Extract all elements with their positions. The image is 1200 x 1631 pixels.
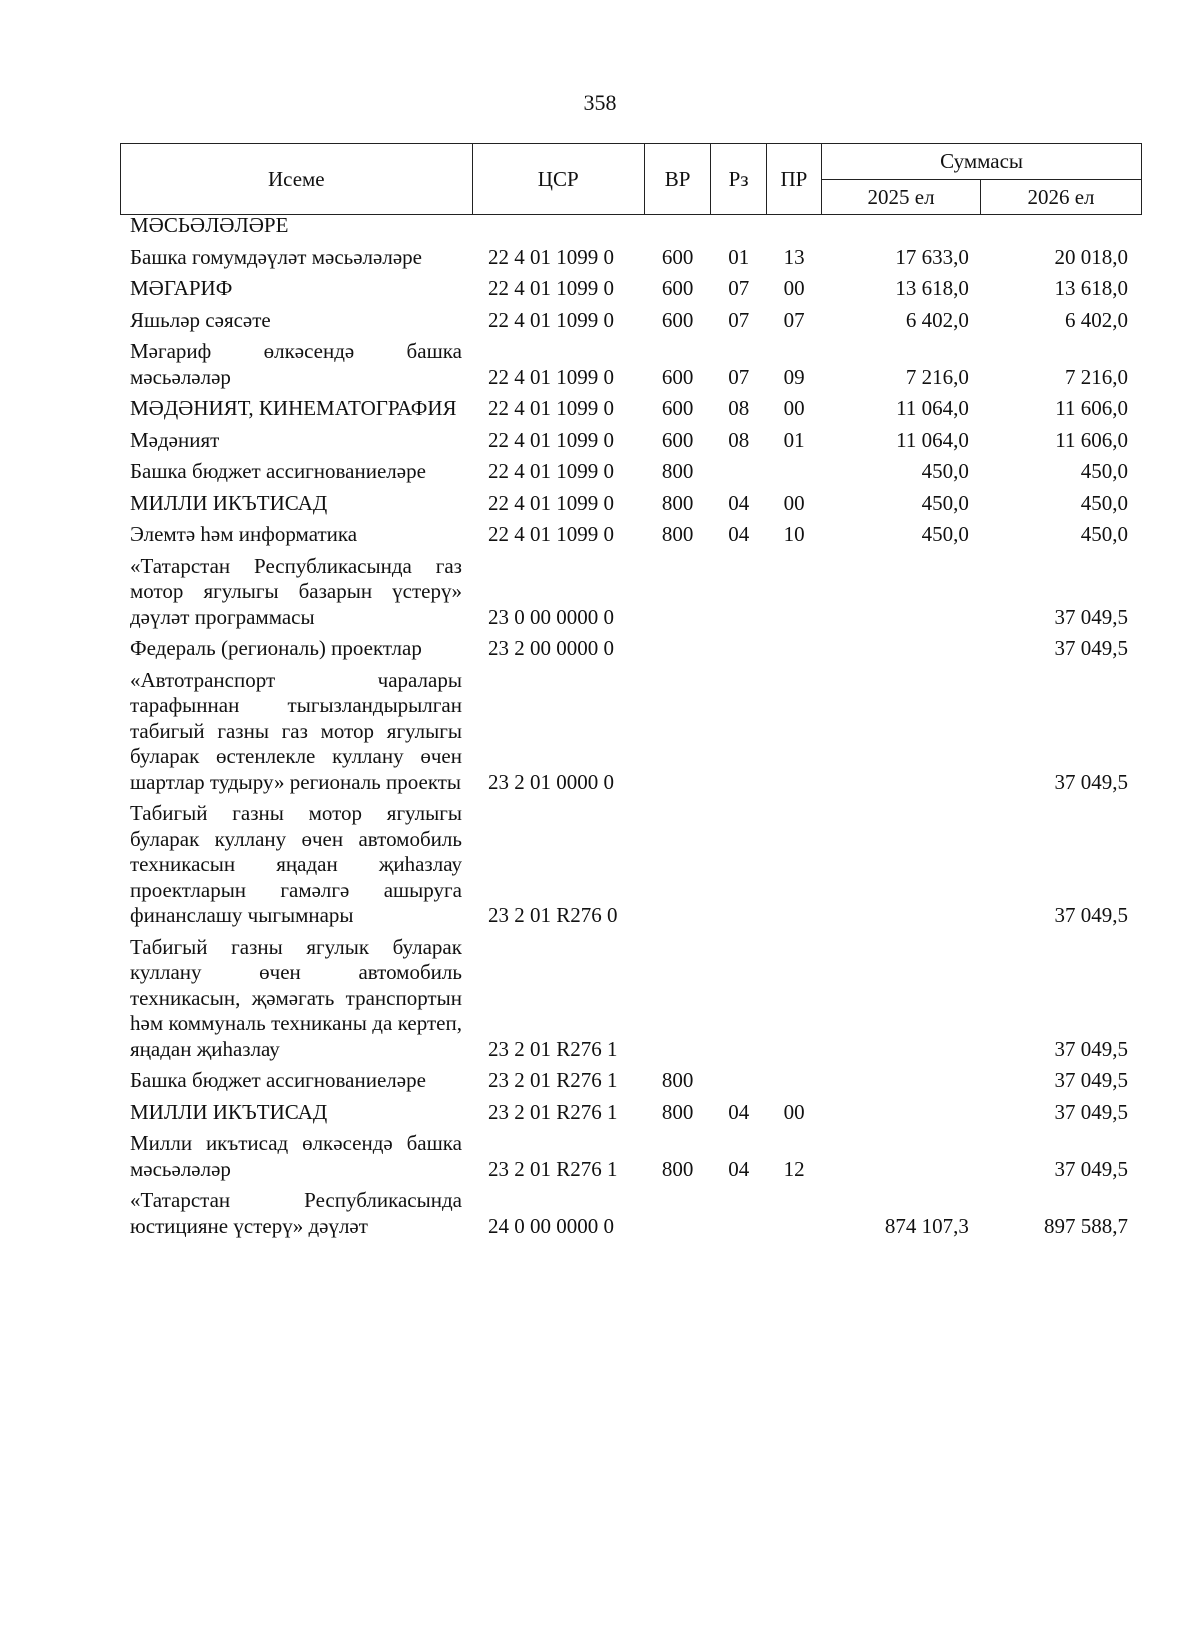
row-name: МИЛЛИ ИКЪТИСАД xyxy=(130,490,328,515)
row-name: Мәдәният xyxy=(130,427,220,452)
row-vr: 800 xyxy=(661,459,694,483)
header-rz: Рз xyxy=(711,144,766,215)
row-sum-2025: 7 216,0 xyxy=(905,364,969,389)
row-pr: 00 xyxy=(783,490,805,515)
row-name: «Татарстан Республикасында газ мотор ягулыгы базарын үстерү» дәүләт программасы xyxy=(130,553,462,629)
row-sum-2025 xyxy=(822,213,981,242)
row-pr xyxy=(766,551,821,634)
row-pr: 01 xyxy=(783,427,805,452)
row-rz: 07 xyxy=(728,364,750,389)
row-vr: 800 xyxy=(661,1099,694,1124)
row-csr: 22 4 01 1099 0 xyxy=(487,244,614,269)
row-pr: 00 xyxy=(783,1099,805,1124)
header-year-2025: 2025 ел xyxy=(822,180,981,215)
row-rz xyxy=(711,633,766,665)
row-vr: 800 xyxy=(661,1156,694,1181)
row-sum-2026 xyxy=(981,213,1142,242)
row-csr: 23 0 00 0000 0 xyxy=(487,604,614,629)
row-name: Табигый газны мотор ягулыгы буларак куллану өчен автомобиль техникасын яңадан җиһазлау проектларын гамәлгә ашыруга финанслашу чыгымнары xyxy=(130,801,462,927)
row-csr: 22 4 01 1099 0 xyxy=(487,490,614,515)
row-csr: 22 4 01 1099 0 xyxy=(487,307,614,332)
row-sum-2025 xyxy=(822,633,981,665)
header-name: Исеме xyxy=(121,144,473,215)
row-name: Табигый газны ягулык буларак куллану өчен автомобиль техникасын, җәмәгать транспортын һәм коммуналь техниканы да кертеп, яңадан җиһазлау xyxy=(130,934,462,1061)
row-vr xyxy=(644,1185,711,1242)
row-sum-2025: 11 064,0 xyxy=(896,427,969,452)
row-sum-2026: 37 049,5 xyxy=(1054,1036,1128,1061)
row-sum-2026: 37 049,5 xyxy=(1054,1099,1128,1124)
row-sum-2025: 450,0 xyxy=(921,490,969,515)
row-name: «Автотранспорт чаралары тарафыннан тыгызландырылган табигый газны газ мотор ягулыгы буларак өстенлекле куллану өчен шартлар тудыру» региональ проекты xyxy=(130,667,462,794)
row-vr: 600 xyxy=(661,427,694,452)
row-sum-2026: 6 402,0 xyxy=(1065,307,1128,332)
row-pr xyxy=(766,932,821,1066)
table-row xyxy=(120,665,1142,799)
table-row xyxy=(120,456,1142,488)
row-sum-2026: 37 049,5 xyxy=(1054,903,1128,927)
row-rz: 07 xyxy=(728,307,750,332)
table-row xyxy=(120,393,1142,425)
table-row xyxy=(120,633,1142,665)
row-sum-2025: 450,0 xyxy=(921,522,969,546)
budget-table xyxy=(120,213,1142,1242)
row-csr: 22 4 01 1099 0 xyxy=(487,459,614,483)
row-sum-2026: 450,0 xyxy=(1080,490,1128,515)
row-sum-2025 xyxy=(822,932,981,1066)
row-rz: 08 xyxy=(728,427,750,452)
row-sum-2026: 450,0 xyxy=(1080,459,1128,483)
row-vr xyxy=(644,798,711,932)
row-sum-2026: 13 618,0 xyxy=(1054,276,1128,300)
row-sum-2026: 37 049,5 xyxy=(1054,1156,1128,1181)
row-rz: 01 xyxy=(728,244,750,269)
table-row xyxy=(120,242,1142,274)
row-csr: 24 0 00 0000 0 xyxy=(487,1213,614,1238)
row-sum-2026: 37 049,5 xyxy=(1054,1068,1128,1092)
table-row xyxy=(120,932,1142,1066)
row-name: Милли икътисад өлкәсендә башка мәсьәләләр xyxy=(130,1131,462,1181)
row-sum-2025 xyxy=(822,665,981,799)
header-csr: ЦСР xyxy=(472,144,644,215)
table-row xyxy=(120,798,1142,932)
row-name: Мәгариф өлкәсендә башка мәсьәләләр xyxy=(130,339,462,389)
table-row xyxy=(120,1097,1142,1129)
row-name: МӘГАРИФ xyxy=(130,276,233,300)
row-pr: 12 xyxy=(783,1156,805,1181)
row-name: Башка бюджет ассигнованиеләре xyxy=(130,1068,426,1092)
row-vr: 600 xyxy=(661,244,694,269)
table-row xyxy=(120,1185,1142,1242)
row-pr: 13 xyxy=(783,244,805,269)
row-sum-2025 xyxy=(822,551,981,634)
row-pr: 07 xyxy=(783,307,805,332)
row-sum-2026: 897 588,7 xyxy=(1044,1213,1128,1238)
row-csr: 22 4 01 1099 0 xyxy=(487,522,614,546)
table-row xyxy=(120,488,1142,520)
row-sum-2025: 6 402,0 xyxy=(905,307,969,332)
row-csr xyxy=(472,213,644,242)
row-name: «Татарстан Республикасында юстицияне үстерү» дәүләт xyxy=(130,1188,462,1238)
row-rz xyxy=(711,665,766,799)
row-rz: 04 xyxy=(728,1099,750,1124)
row-name: МӘСЬӘЛӘЛӘРЕ xyxy=(130,213,289,237)
table-row xyxy=(120,273,1142,305)
row-csr: 22 4 01 1099 0 xyxy=(487,364,614,389)
row-pr xyxy=(766,213,821,242)
row-sum-2026: 20 018,0 xyxy=(1054,244,1128,269)
table-row xyxy=(120,551,1142,634)
row-sum-2025: 11 064,0 xyxy=(896,396,969,420)
row-rz xyxy=(711,932,766,1066)
row-sum-2025: 13 618,0 xyxy=(895,276,969,300)
row-vr: 800 xyxy=(661,522,694,546)
row-name: МИЛЛИ ИКЪТИСАД xyxy=(130,1099,328,1124)
row-vr: 600 xyxy=(661,307,694,332)
row-vr: 600 xyxy=(661,364,694,389)
row-csr: 23 2 01 R276 1 xyxy=(487,1156,618,1181)
row-sum-2026: 11 606,0 xyxy=(1055,396,1128,420)
row-sum-2025 xyxy=(822,1128,981,1185)
table-row xyxy=(120,1065,1142,1097)
row-vr: 600 xyxy=(661,396,694,420)
row-sum-2026: 37 049,5 xyxy=(1054,769,1128,794)
row-sum-2026: 37 049,5 xyxy=(1054,604,1128,629)
header-sums: Суммасы xyxy=(822,144,1142,180)
row-vr xyxy=(644,932,711,1066)
table-row xyxy=(120,425,1142,457)
row-pr xyxy=(766,1185,821,1242)
table-row xyxy=(120,305,1142,337)
row-csr: 23 2 01 R276 1 xyxy=(487,1068,618,1092)
row-sum-2026: 37 049,5 xyxy=(1054,636,1128,660)
row-sum-2025: 874 107,3 xyxy=(884,1213,969,1238)
row-sum-2026: 7 216,0 xyxy=(1065,364,1128,389)
row-rz xyxy=(711,213,766,242)
row-pr xyxy=(766,1065,821,1097)
row-csr: 23 2 01 R276 1 xyxy=(487,1036,618,1061)
row-sum-2026: 450,0 xyxy=(1080,522,1128,546)
row-name: МӘДӘНИЯТ, КИНЕМАТОГРАФИЯ xyxy=(130,396,457,420)
row-pr xyxy=(766,798,821,932)
row-rz: 04 xyxy=(728,490,750,515)
row-sum-2025 xyxy=(822,1097,981,1129)
row-rz xyxy=(711,1065,766,1097)
row-vr: 800 xyxy=(661,490,694,515)
row-vr xyxy=(644,665,711,799)
row-vr: 600 xyxy=(661,276,694,300)
row-vr xyxy=(644,633,711,665)
row-rz xyxy=(711,551,766,634)
row-sum-2025: 17 633,0 xyxy=(895,244,969,269)
table-row xyxy=(120,213,1142,242)
row-pr: 10 xyxy=(783,522,805,546)
row-rz xyxy=(711,1185,766,1242)
row-csr: 22 4 01 1099 0 xyxy=(487,276,614,300)
row-rz: 04 xyxy=(728,1156,750,1181)
row-pr: 00 xyxy=(783,396,805,420)
table-row xyxy=(120,1128,1142,1185)
row-name: Элемтә һәм информатика xyxy=(130,522,358,546)
row-vr xyxy=(644,551,711,634)
row-csr: 22 4 01 1099 0 xyxy=(487,427,614,452)
row-csr: 23 2 00 0000 0 xyxy=(487,636,614,660)
row-sum-2025 xyxy=(822,798,981,932)
row-name: Федераль (региональ) проектлар xyxy=(130,636,422,660)
row-sum-2026: 11 606,0 xyxy=(1055,427,1128,452)
table-row xyxy=(120,336,1142,393)
row-csr: 23 2 01 0000 0 xyxy=(487,769,614,794)
header-pr: ПР xyxy=(766,144,821,215)
row-name: Башка бюджет ассигнованиеләре xyxy=(130,459,426,483)
row-pr xyxy=(766,633,821,665)
row-pr: 09 xyxy=(783,364,805,389)
row-csr: 23 2 01 R276 1 xyxy=(487,1099,618,1124)
page-number: 358 xyxy=(583,90,617,115)
row-rz: 08 xyxy=(728,396,750,420)
row-rz xyxy=(711,798,766,932)
row-csr: 23 2 01 R276 0 xyxy=(487,903,618,927)
row-pr: 00 xyxy=(783,276,805,300)
row-name: Башка гомумдәүләт мәсьәләләре xyxy=(130,244,422,269)
row-name: Яшьләр сәясәте xyxy=(130,307,271,332)
header-year-2026: 2026 ел xyxy=(981,180,1142,215)
row-pr xyxy=(766,456,821,488)
header-vr: ВР xyxy=(644,144,711,215)
budget-rows xyxy=(120,213,1142,1242)
row-vr xyxy=(644,213,711,242)
row-pr xyxy=(766,665,821,799)
table-header xyxy=(120,143,1142,215)
row-rz: 07 xyxy=(728,276,750,300)
row-sum-2025: 450,0 xyxy=(921,459,969,483)
row-csr: 22 4 01 1099 0 xyxy=(487,396,614,420)
row-rz: 04 xyxy=(728,522,750,546)
row-vr: 800 xyxy=(661,1068,694,1092)
row-sum-2025 xyxy=(822,1065,981,1097)
table-row xyxy=(120,519,1142,551)
row-rz xyxy=(711,456,766,488)
